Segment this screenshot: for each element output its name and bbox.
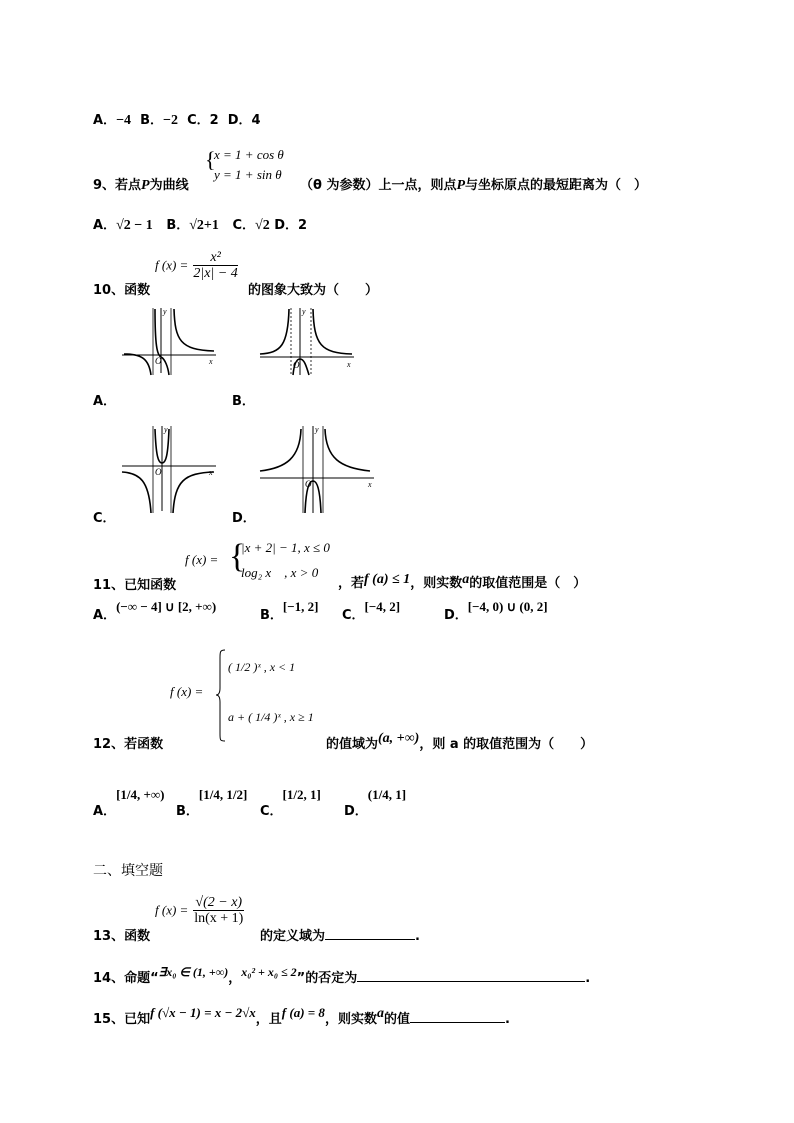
q12-option-c	[260, 787, 321, 819]
x-label: x	[209, 468, 213, 477]
y-label: y	[163, 307, 167, 316]
q12-suffix: ，则 a 的取值范围为（ ）	[419, 737, 594, 752]
origin-label: O	[155, 467, 162, 477]
q10-option-c: C．	[93, 511, 116, 526]
q14-premise-2: x₀² + x₀ ≤ 2	[241, 965, 297, 979]
q12-function	[170, 648, 320, 743]
q15-period: .	[504, 1012, 510, 1027]
q10-prefix: 10、函数	[93, 283, 151, 298]
q9-option-a-value: √2 − 1	[116, 218, 153, 233]
q11-case1: |x + 2| − 1, x ≤ 0	[241, 540, 330, 555]
q13-denominator: ln(x + 1)	[194, 911, 244, 926]
q12-option-c-label: C．	[260, 804, 283, 819]
q11-option-c-value: [−4, 2]	[364, 599, 401, 614]
q11-option-b-value: [−1, 2]	[282, 599, 319, 614]
q14-period: .	[585, 971, 591, 986]
q12-option-d-label: D．	[344, 804, 368, 819]
q15-prefix: 15、已知	[93, 1012, 151, 1027]
q10-denominator: 2|x| − 4	[193, 266, 238, 281]
q14-suffix: ”的否定为	[296, 971, 358, 986]
q13-function	[155, 895, 244, 926]
curve-right	[173, 472, 214, 513]
q15-suffix: ，则实数	[324, 1012, 377, 1027]
q12-brace	[216, 648, 226, 743]
q11-stem	[338, 572, 586, 592]
q12-option-b-label: B．	[176, 804, 199, 819]
q8-option-d: D．4	[227, 113, 261, 128]
y-label: y	[315, 425, 319, 434]
curve-right	[325, 429, 370, 471]
curve-right	[174, 309, 214, 351]
q13-stem	[260, 925, 420, 944]
q9-point-p: P	[141, 178, 150, 193]
q9-option-d: D．2	[274, 218, 308, 233]
q14-comma: ，	[228, 971, 242, 986]
q10-graph-a	[118, 305, 222, 377]
q12-option-c-value: [1/2, 1]	[282, 787, 321, 802]
q9-suffix: 与坐标原点的最短距离为（ ）	[465, 178, 648, 193]
q12-stem	[326, 733, 593, 753]
q11-case2: log₂ x , x > 0	[241, 565, 319, 580]
q15-stem	[93, 1005, 510, 1028]
q12-option-a	[93, 787, 165, 819]
q9-option-c-value: √2	[255, 218, 270, 233]
curve-left	[124, 354, 151, 375]
q11-condition: f (a) ≤ 1	[364, 572, 411, 587]
q9-stem	[93, 174, 189, 194]
q12-option-b-value: [1/4, 1/2]	[198, 787, 248, 802]
q11-prefix: 11、已知函数	[93, 578, 177, 593]
origin-label: O	[155, 356, 162, 366]
q11-mid: ，若	[338, 576, 365, 591]
q9-option-b-value: √2+1	[189, 218, 219, 233]
q14-prefix: 14、命题“	[93, 971, 159, 986]
q11-var-a: a	[462, 572, 470, 587]
q11-option-c-label: C．	[342, 608, 365, 623]
q13-suffix: 的定义域为	[260, 929, 326, 944]
curve-left	[260, 309, 289, 354]
q10-graph-b	[256, 305, 360, 377]
q12-option-d	[344, 787, 407, 819]
x-label: x	[347, 360, 351, 369]
q10-graph-c	[118, 423, 222, 515]
q11-option-c	[342, 599, 401, 623]
q9-prefix: 9、若点	[93, 178, 142, 193]
q11-option-d	[444, 599, 548, 623]
q10-option-a: A．	[93, 394, 117, 409]
q9-eq-y: y = 1 + sin θ	[214, 167, 282, 182]
q11-options	[93, 599, 217, 623]
q11-option-b	[260, 599, 319, 623]
q9-stem-2	[300, 174, 647, 194]
q9-option-c-label: C．	[232, 218, 256, 233]
q10-function	[155, 250, 238, 281]
q10-option-b: B．	[232, 394, 255, 409]
q12-prefix: 12、若函数	[93, 737, 164, 752]
q11-option-a-label: A．	[93, 608, 117, 623]
curve-left	[122, 472, 151, 513]
q9-mid1: 为曲线	[149, 178, 189, 193]
q12-case1: ( 1/2 )ˣ , x < 1	[228, 660, 296, 674]
q9-option-b-label: B．	[166, 218, 190, 233]
q12-option-a-label: A．	[93, 804, 117, 819]
q13-period: .	[415, 929, 420, 944]
origin-label: O	[293, 360, 300, 370]
q10-numerator: x²	[193, 250, 237, 266]
q13-fraction	[193, 895, 244, 926]
q9-point-p2: P	[456, 178, 466, 193]
q15-var-a: a	[376, 1006, 384, 1021]
q13-answer-blank[interactable]	[325, 927, 415, 940]
curve-right	[313, 309, 352, 354]
q11-brace: {	[229, 538, 246, 575]
q12-option-a-value: [1/4, +∞)	[116, 787, 165, 802]
q15-mid: ，且	[255, 1012, 282, 1027]
q12-range: (a, +∞)	[378, 731, 420, 746]
q11-option-a-value: (−∞ − 4] ∪ [2, +∞)	[116, 599, 217, 614]
curve-left	[260, 429, 301, 471]
q8-option-a-value: −4	[116, 113, 132, 128]
q9-mid2: （θ 为参数）上一点，则点	[300, 178, 457, 193]
q11-suffix: ，则实数	[410, 576, 463, 591]
q8-option-a-label: A．	[93, 113, 117, 128]
q10-option-d: D．	[232, 511, 256, 526]
q14-answer-blank[interactable]	[357, 969, 585, 982]
q15-condition: f (a) = 8	[281, 1005, 325, 1020]
x-label: x	[209, 357, 213, 366]
q11-suffix2: 的取值范围是（ ）	[469, 576, 587, 591]
q14-stem	[93, 967, 590, 986]
q15-answer-blank[interactable]	[410, 1010, 505, 1023]
y-label: y	[302, 307, 306, 316]
q9-option-a-label: A．	[93, 218, 117, 233]
q15-suffix2: 的值	[383, 1012, 410, 1027]
q9-eq-x: x = 1 + cos θ	[214, 147, 284, 162]
q8-option-b-label: B．	[140, 113, 164, 128]
q8-options	[93, 109, 261, 129]
q13-fx: f (x) =	[155, 902, 189, 918]
origin-label: O	[305, 479, 312, 489]
q10-graph-d	[256, 423, 380, 515]
q12-option-d-value: (1/4, 1]	[367, 787, 407, 802]
q11-option-d-value: [−4, 0) ∪ (0, 2]	[467, 599, 548, 614]
q12-mid: 的值域为	[326, 737, 379, 752]
x-label: x	[368, 480, 372, 489]
q9-options	[93, 214, 307, 234]
q10-suffix: 的图象大致为（ ）	[248, 283, 379, 298]
q13-numerator: √(2 − x)	[195, 895, 243, 910]
q11-option-d-label: D．	[444, 608, 468, 623]
q10-fraction	[193, 250, 237, 281]
q13-prefix: 13、函数	[93, 929, 151, 944]
q12-case2: a + ( 1/4 )ˣ , x ≥ 1	[228, 710, 314, 724]
y-label: y	[164, 425, 168, 434]
q8-option-b-value: −2	[163, 113, 179, 128]
q14-premise-1: ∃x₀ ∈ (1, +∞)	[158, 965, 229, 979]
section-heading-fill-blank: 二、填空题	[93, 863, 163, 879]
q12-option-b	[176, 787, 248, 819]
q8-option-c: C．2	[187, 113, 219, 128]
q11-option-b-label: B．	[260, 608, 283, 623]
q15-equation: f (√x − 1) = x − 2√x	[150, 1005, 256, 1020]
q11-fx: f (x) =	[185, 552, 219, 567]
q12-fx: f (x) =	[170, 684, 204, 699]
q10-fx: f (x) =	[155, 257, 189, 273]
